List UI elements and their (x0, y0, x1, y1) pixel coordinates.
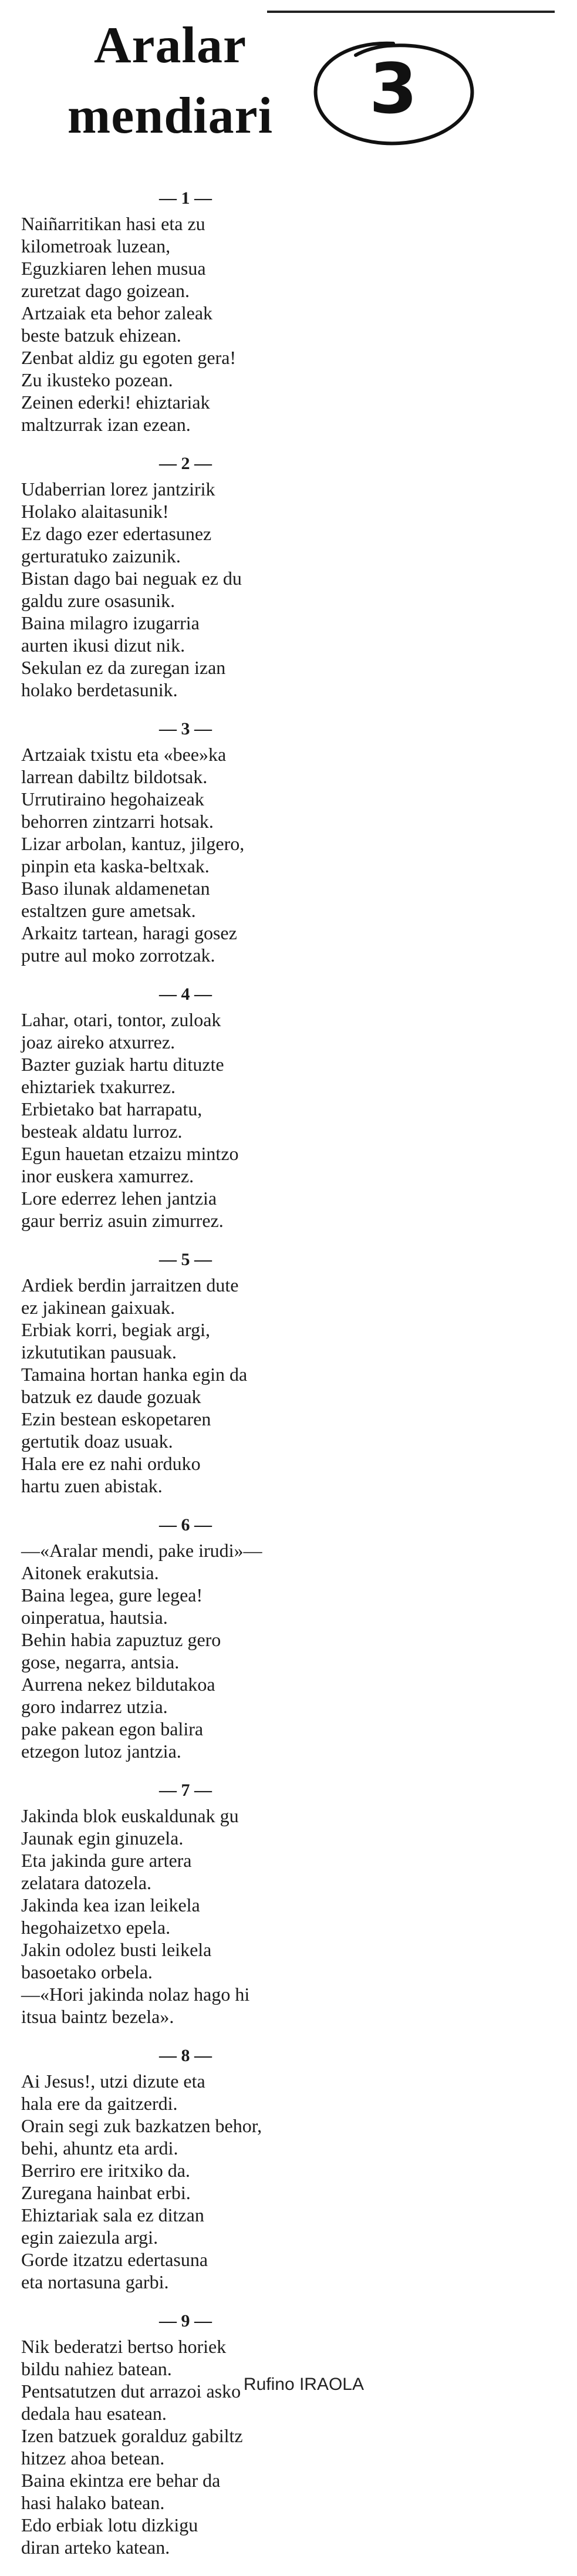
author-signature: Rufino IRAOLA (243, 2375, 364, 2394)
verse-line: dedala hau esatean. (21, 2403, 167, 2424)
stanza (21, 1249, 397, 1497)
stanza-number: — 3 — (159, 719, 212, 739)
stanza-number: — 6 — (159, 1515, 212, 1535)
verse-line: Gorde itzatzu edertasuna (21, 2249, 208, 2270)
verse-line: Ehiztariak sala ez ditzan (21, 2204, 204, 2226)
verse-line: Ez dago ezer edertasunez (21, 523, 212, 544)
verse-line: Baina ekintza ere behar da (21, 2470, 221, 2491)
verse-line: Izen batzuek goralduz gabiltz (21, 2425, 243, 2446)
verse-line: Zuregana hainbat erbi. (21, 2182, 191, 2203)
verse-line: hitzez ahoa betean. (21, 2447, 165, 2469)
verse-line: joaz aireko atxurrez. (21, 1031, 176, 1053)
handwritten-number: 3 (369, 48, 418, 129)
verse-line: Behin habia zapuztuz gero (21, 1629, 221, 1650)
stanza (21, 453, 397, 701)
verse-line: beste batzuk ehizean. (21, 325, 181, 346)
verse-line: Lizar arbolan, kantuz, jilgero, (21, 833, 245, 854)
title-line-2: mendiari (67, 87, 274, 144)
verse-line: Baina milagro izugarria (21, 612, 200, 633)
verse-line: Bistan dago bai neguak ez du (21, 568, 242, 589)
verse-line: behi, ahuntz eta ardi. (21, 2137, 178, 2159)
poem-title (47, 11, 293, 151)
verse-line: Ardiek berdin jarraitzen dute (21, 1274, 239, 1296)
verse-line: egin zaiezula argi. (21, 2227, 158, 2248)
verse-line: izkututikan pausuak. (21, 1341, 177, 1363)
verse-line: goro indarrez utzia. (21, 1696, 168, 1717)
verse-line: pake pakean egon balira (21, 1718, 204, 1739)
verse-line: eta nortasuna garbi. (21, 2271, 169, 2292)
verse-line: Hala ere ez nahi orduko (21, 1453, 201, 1474)
verse-line: batzuk ez daude gozuak (21, 1386, 201, 1407)
verse-line: ez jakinean gaixuak. (21, 1297, 176, 1318)
verse-line: Artzaiak txistu eta «bee»ka (21, 744, 227, 765)
top-rule (267, 11, 555, 13)
verse-line: Eta jakinda gure artera (21, 1850, 192, 1871)
verse-line: —«Aralar mendi, pake irudi»— (21, 1540, 262, 1561)
verse-line: Ai Jesus!, utzi dizute eta (21, 2071, 205, 2092)
verse-line: Zenbat aldiz gu egoten gera! (21, 347, 237, 368)
verse-line: Baina legea, gure legea! (21, 1584, 203, 1606)
verse-line: itsua baintz bezela». (21, 2006, 174, 2027)
stanza-number: — 5 — (159, 1250, 212, 1269)
verse-line: Lore ederrez lehen jantzia (21, 1188, 217, 1209)
verse-line: Eguzkiaren lehen musua (21, 258, 206, 279)
stanza-number: — 4 — (159, 984, 212, 1004)
verse-line: hala ere da gaitzerdi. (21, 2093, 178, 2114)
stanza-number: — 2 — (159, 454, 212, 473)
verse-line: Sekulan ez da zuregan izan (21, 657, 226, 678)
verse-line: Arkaitz tartean, haragi gosez (21, 922, 237, 943)
verse-line: maltzurrak izan ezean. (21, 414, 191, 435)
verse-line: Erbiak korri, begiak argi, (21, 1319, 210, 1340)
verse-line: bildu nahiez batean. (21, 2358, 172, 2379)
handwritten-circled-number (305, 35, 481, 153)
poem-body (21, 188, 397, 2576)
verse-line: Jaunak egin ginuzela. (21, 1828, 184, 1849)
verse-line: Erbietako bat harrapatu, (21, 1098, 203, 1120)
stanza-number: — 8 — (159, 2046, 212, 2065)
stanza-number: — 7 — (159, 1781, 212, 1800)
verse-line: kilometroak luzean, (21, 235, 171, 257)
verse-line: etzegon lutoz jantzia. (21, 1741, 181, 1762)
verse-line: zelatara datozela. (21, 1872, 152, 1893)
verse-line: Holako alaitasunik! (21, 501, 169, 522)
verse-line: Naiñarritikan hasi eta zu (21, 213, 205, 234)
verse-line: Zeinen ederki! ehiztariak (21, 392, 210, 413)
verse-line: larrean dabiltz bildotsak. (21, 766, 208, 787)
verse-line: hartu zuen abistak. (21, 1475, 163, 1496)
verse-line: Tamaina hortan hanka egin da (21, 1364, 248, 1385)
stanza (21, 2311, 397, 2558)
verse-line: Egun hauetan etzaizu mintzo (21, 1143, 239, 1164)
verse-line: Jakin odolez busti leikela (21, 1939, 212, 1960)
verse-line: galdu zure osasunik. (21, 590, 176, 611)
stanza (21, 2045, 397, 2293)
verse-line: besteak aldatu lurroz. (21, 1121, 183, 1142)
verse-line: Ezin bestean eskopetaren (21, 1408, 211, 1429)
verse-line: hegohaizetxo epela. (21, 1917, 171, 1938)
verse-line: zuretzat dago goizean. (21, 280, 190, 301)
verse-line: gertutik doaz usuak. (21, 1431, 173, 1452)
verse-line: Berriro ere iritxiko da. (21, 2160, 190, 2181)
verse-line: diran arteko katean. (21, 2537, 170, 2558)
verse-line: Orain segi zuk bazkatzen behor, (21, 2115, 262, 2136)
verse-line: aurten ikusi dizut nik. (21, 635, 185, 656)
verse-line: putre aul moko zorrotzak. (21, 945, 215, 966)
verse-line: hasi halako batean. (21, 2492, 165, 2513)
verse-line: oinperatua, hautsia. (21, 1607, 168, 1628)
stanza (21, 1780, 397, 2028)
title-line-1: Aralar (93, 17, 247, 74)
verse-line: estaltzen gure ametsak. (21, 900, 196, 921)
stanza (21, 984, 397, 1232)
verse-line: Artzaiak eta behor zaleak (21, 302, 213, 323)
verse-line: behorren zintzarri hotsak. (21, 811, 214, 832)
verse-line: Aitonek erakutsia. (21, 1562, 159, 1583)
verse-line: Jakinda blok euskaldunak gu (21, 1805, 239, 1826)
verse-line: ehiztariek txakurrez. (21, 1076, 176, 1097)
verse-line: gaur berriz asuin zimurrez. (21, 1210, 224, 1231)
verse-line: Edo erbiak lotu dizkigu (21, 2514, 198, 2535)
verse-line: gose, negarra, antsia. (21, 1651, 180, 1673)
stanza-number: — 9 — (159, 2311, 212, 2331)
verse-line: Lahar, otari, tontor, zuloak (21, 1009, 221, 1030)
verse-line: gerturatuko zaizunik. (21, 545, 181, 567)
stanza-number: — 1 — (159, 188, 212, 208)
verse-line: inor euskera xamurrez. (21, 1165, 194, 1186)
verse-line: Nik bederatzi bertso horiek (21, 2336, 227, 2357)
stanza (21, 719, 397, 966)
verse-line: basoetako orbela. (21, 1961, 153, 1982)
verse-line: —«Hori jakinda nolaz hago hi (21, 1984, 250, 2005)
verse-line: Baso ilunak aldamenetan (21, 878, 210, 899)
verse-line: Jakinda kea izan leikela (21, 1894, 200, 1916)
stanza (21, 188, 397, 436)
stanza (21, 1515, 397, 1762)
verse-line: Udaberrian lorez jantzirik (21, 478, 215, 500)
verse-line: Aurrena nekez bildutakoa (21, 1674, 215, 1695)
verse-line: holako berdetasunik. (21, 679, 178, 700)
verse-line: Zu ikusteko pozean. (21, 369, 173, 390)
verse-line: Urrutiraino hegohaizeak (21, 788, 204, 810)
verse-line: pinpin eta kaska-beltxak. (21, 855, 210, 876)
verse-line: Pentsatutzen dut arrazoi asko (21, 2381, 241, 2402)
verse-line: Bazter guziak hartu dituzte (21, 1054, 224, 1075)
